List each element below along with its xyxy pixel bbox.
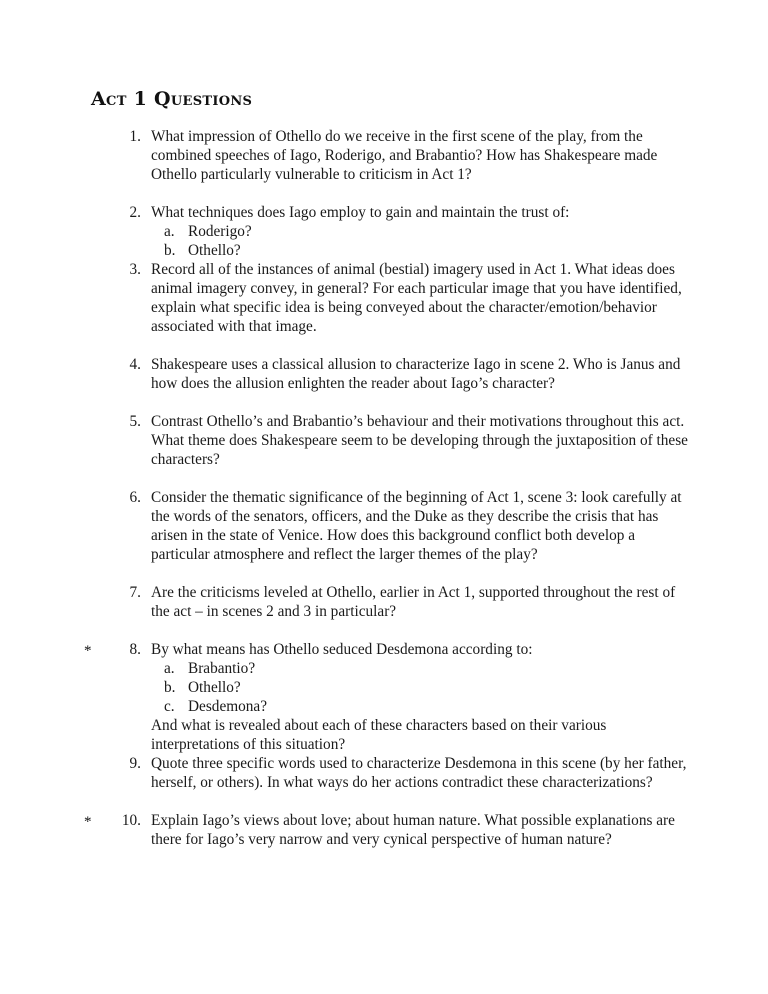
star-marker: * (84, 643, 92, 659)
question-item (0, 355, 768, 393)
question-body (151, 203, 691, 260)
question-body (151, 127, 691, 184)
question-body (151, 754, 691, 792)
question-text: By what means has Othello seduced Desdemona according to: (151, 641, 533, 658)
sub-question-label: b. (164, 679, 176, 696)
question-item (0, 488, 768, 564)
question-item (0, 640, 768, 753)
question-number: 9. (129, 755, 141, 772)
page-title: Act 1 Questions (91, 88, 253, 110)
question-text: Quote three specific words used to characterize Desdemona in this scene (by her father, herself, or others). In what ways do her actions contradict these characterizations? (151, 755, 687, 791)
question-text: What techniques does Iago employ to gain and maintain the trust of: (151, 204, 570, 221)
question-number: 8. (129, 641, 141, 658)
sub-question-text: Desdemona? (188, 698, 268, 715)
sub-question-list (151, 659, 691, 716)
question-item (0, 754, 768, 792)
sub-question-label: c. (164, 698, 175, 715)
sub-question-text: Othello? (188, 679, 241, 696)
question-body (151, 583, 691, 621)
question-number: 4. (129, 356, 141, 373)
question-number: 2. (129, 204, 141, 221)
question-body (151, 260, 691, 336)
question-text: Shakespeare uses a classical allusion to characterize Iago in scene 2. Who is Janus and how does the allusion enlighten the reader about Iago’s character? (151, 356, 681, 392)
sub-question-item (151, 697, 691, 716)
question-body (151, 811, 691, 849)
sub-question-item (151, 222, 691, 241)
sub-question-text: Brabantio? (188, 660, 256, 677)
sub-question-label: a. (164, 223, 175, 240)
question-text: What impression of Othello do we receive in the first scene of the play, from the combined speeches of Iago, Roderigo, and Brabantio? How has Shakespeare made Othello particularly vulnerable to criticism in Act 1? (151, 128, 658, 183)
question-number: 10. (121, 812, 141, 829)
sub-question-item (151, 678, 691, 697)
question-item (0, 127, 768, 184)
question-text: Contrast Othello’s and Brabantio’s behaviour and their motivations throughout this act. What theme does Shakespeare seem to be developing through the juxtaposition of these characters? (151, 413, 688, 468)
question-body (151, 412, 691, 469)
star-marker: * (84, 814, 92, 830)
question-body (151, 640, 691, 754)
sub-question-label: a. (164, 660, 175, 677)
question-item (0, 583, 768, 621)
sub-question-label: b. (164, 242, 176, 259)
sub-question-item (151, 659, 691, 678)
question-number: 6. (129, 489, 141, 506)
sub-question-text: Roderigo? (188, 223, 252, 240)
question-item (0, 412, 768, 469)
question-follow-up: And what is revealed about each of these characters based on their various interpretations of this situation? (151, 717, 607, 753)
question-text: Consider the thematic significance of the beginning of Act 1, scene 3: look carefully at the words of the senators, officers, and the Duke as they describe the crisis that has arisen in the state of Venice. How does this background conflict both develop a particular atmosphere and reflect the larger themes of the play? (151, 489, 682, 563)
question-text: Record all of the instances of animal (bestial) imagery used in Act 1. What ideas does animal imagery convey, in general? For each particular image that you have identified, explain what specific idea is being conveyed about the character/emotion/behavior associated with that image. (151, 261, 682, 335)
question-text: Are the criticisms leveled at Othello, earlier in Act 1, supported throughout the rest of the act – in scenes 2 and 3 in particular? (151, 584, 676, 620)
question-number: 5. (129, 413, 141, 430)
question-number: 3. (129, 261, 141, 278)
sub-question-list (151, 222, 691, 260)
question-number: 7. (129, 584, 141, 601)
sub-question-item (151, 241, 691, 260)
question-item (0, 260, 768, 336)
question-body (151, 488, 691, 564)
question-item (0, 203, 768, 260)
question-body (151, 355, 691, 393)
question-item (0, 811, 768, 849)
question-text: Explain Iago’s views about love; about human nature. What possible explanations are there for Iago’s very narrow and very cynical perspective of human nature? (151, 812, 675, 848)
question-number: 1. (129, 128, 141, 145)
sub-question-text: Othello? (188, 242, 241, 259)
